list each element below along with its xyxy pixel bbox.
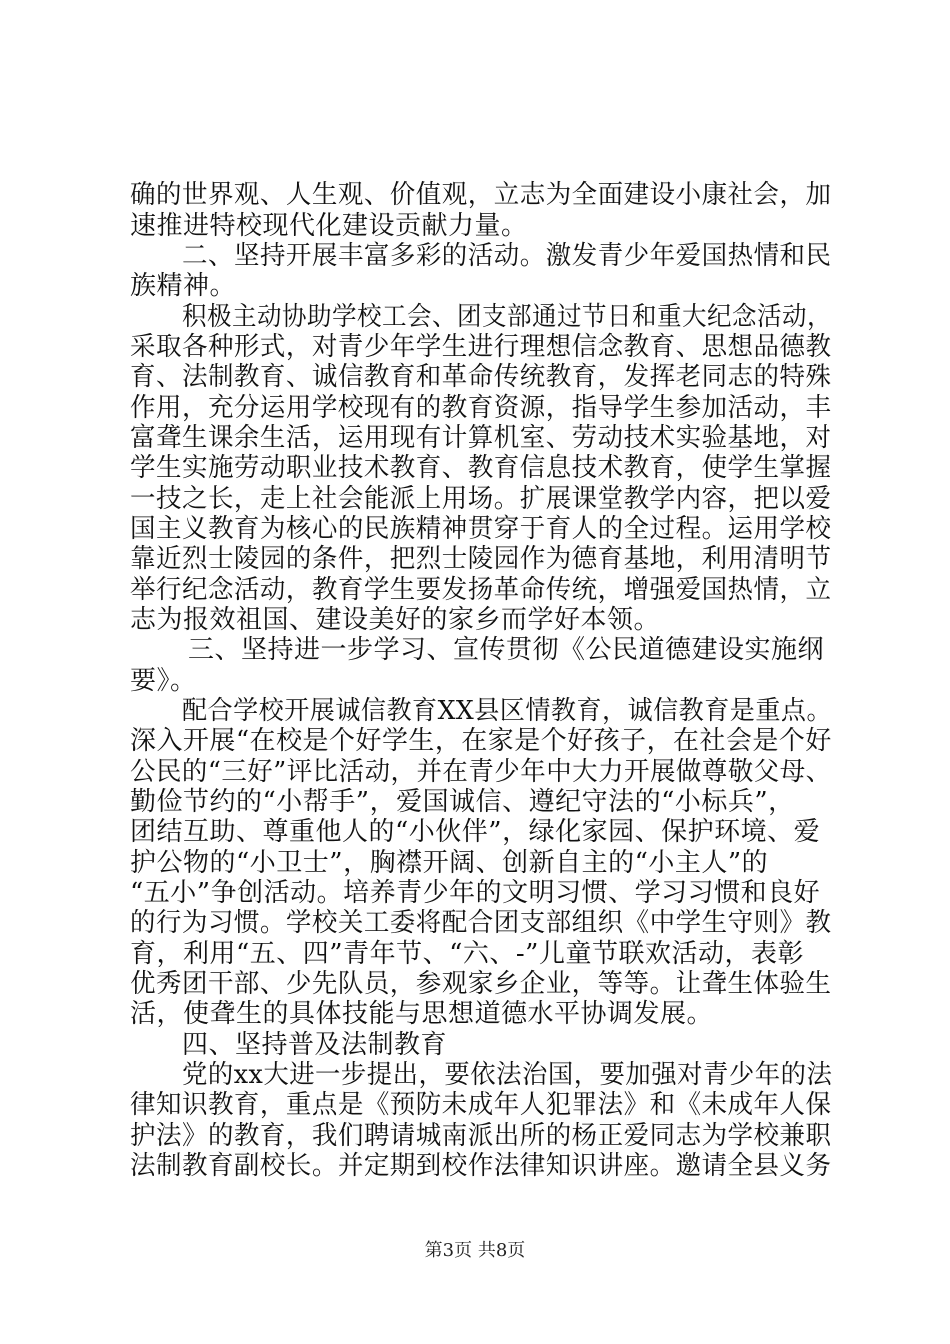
- text-line: 深入开展“在校是个好学生，在家是个好孩子，在社会是个好: [130, 726, 832, 756]
- text-line: 团结互助、尊重他人的“小伙伴”，绿化家园、保护环境、爱: [130, 817, 821, 847]
- text-line: 勤俭节约的“小帮手”，爱国诚信、遵纪守法的“小标兵”，: [130, 787, 795, 817]
- text-line: 一技之长，走上社会能派上用场。扩展课堂教学内容，把以爱: [130, 484, 832, 514]
- text-line: 靠近烈士陵园的条件，把烈士陵园作为德育基地，利用清明节: [130, 544, 832, 574]
- page-number-footer: 第3页 共8页: [424, 1240, 526, 1261]
- text-line: 采取各种形式，对青少年学生进行理想信念教育、思想品德教: [130, 332, 832, 362]
- section-heading-3: 三、坚持进一步学习、宣传贯彻《公民道德建设实施纲: [188, 635, 825, 665]
- text-line: 护公物的“小卫士”，胸襟开阔、创新自主的“小主人”的: [130, 848, 769, 878]
- text-line: 活，使聋生的具体技能与思想道德水平协调发展。: [130, 999, 714, 1029]
- section-heading-4: 四、坚持普及法制教育: [182, 1030, 448, 1060]
- text-line: 积极主动协助学校工会、团支部通过节日和重大纪念活动，: [182, 302, 833, 332]
- text-line: 公民的“三好”评比活动，并在青少年中大力开展做尊敬父母、: [130, 757, 832, 787]
- text-line: 的行为习惯。学校关工委将配合团支部组织《中学生守则》教: [130, 908, 832, 938]
- text-line: 育，利用“五、四”青年节、“六、-”儿童节联欢活动，表彰: [130, 939, 804, 969]
- section-heading-2: 二、坚持开展丰富多彩的活动。激发青少年爱国热情和民: [182, 241, 832, 271]
- text-line: 要》。: [130, 666, 197, 696]
- text-line: 速推进特校现代化建设贡献力量。: [130, 211, 528, 241]
- text-line: 确的世界观、人生观、价值观，立志为全面建设小康社会，加: [130, 180, 832, 210]
- text-line: 学生实施劳动职业技术教育、教育信息技术教育，使学生掌握: [130, 453, 832, 483]
- text-line: 优秀团干部、少先队员，参观家乡企业，等等。让聋生体验生: [130, 969, 832, 999]
- text-line: 配合学校开展诚信教育XX县区情教育，诚信教育是重点。: [182, 696, 833, 726]
- text-line: 富聋生课余生活，运用现有计算机室、劳动技术实验基地，对: [130, 423, 832, 453]
- text-line: 举行纪念活动，教育学生要发扬革命传统，增强爱国热情，立: [130, 575, 832, 605]
- text-line: 族精神。: [130, 271, 237, 301]
- text-line: 党的xx大进一步提出，要依法治国，要加强对青少年的法: [182, 1060, 833, 1090]
- text-line: 律知识教育，重点是《预防未成年人犯罪法》和《未成年人保: [130, 1090, 832, 1120]
- text-line: 护法》的教育，我们聘请城南派出所的杨正爱同志为学校兼职: [130, 1121, 832, 1151]
- text-line: 育、法制教育、诚信教育和革命传统教育，发挥老同志的特殊: [130, 362, 832, 392]
- text-line: 法制教育副校长。并定期到校作法律知识讲座。邀请全县义务: [130, 1151, 832, 1181]
- text-line: 国主义教育为核心的民族精神贯穿于育人的全过程。运用学校: [130, 514, 832, 544]
- text-line: “五小”争创活动。培养青少年的文明习惯、学习习惯和良好: [130, 878, 821, 908]
- text-line: 作用，充分运用学校现有的教育资源，指导学生参加活动，丰: [130, 393, 832, 423]
- text-line: 志为报效祖国、建设美好的家乡而学好本领。: [130, 605, 661, 635]
